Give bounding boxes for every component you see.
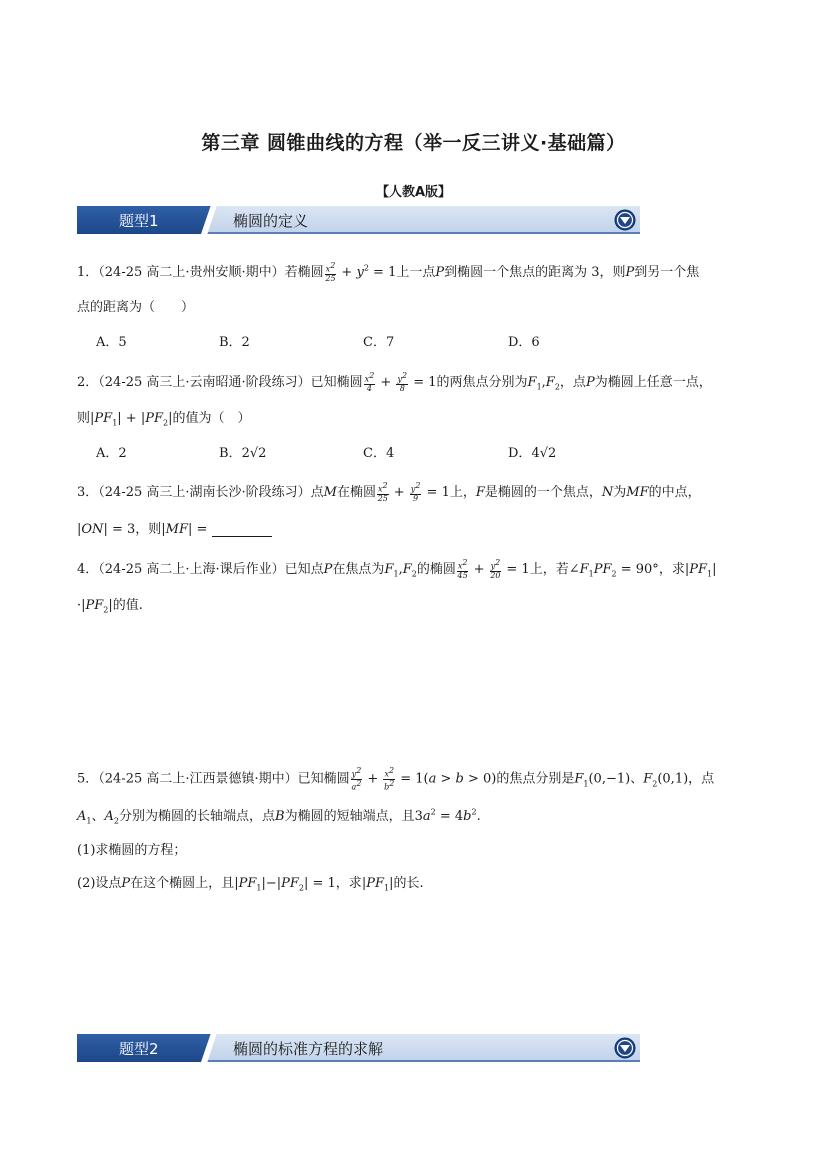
question-5-line-2: $A_1$、$A_2$分别为椭圆的长轴端点，点B为椭圆的短轴端点，且$3a^2 = 4b^2$.: [77, 807, 481, 826]
option-b: B．2√2: [219, 446, 267, 461]
section-banner-2: [77, 1034, 640, 1062]
section-tab-label: 题型1: [119, 212, 159, 230]
question-source: （24-25 高二上·江西景德镇·期中）: [98, 771, 298, 787]
question-source: （24-25 高二上·上海·课后作业）: [98, 562, 285, 577]
option-c: C．4: [363, 446, 395, 461]
question-5-part-2: (2)设点P在这个椭圆上，且$|PF_1|-|PF_2| = 1$，求$|PF_1|$的长.: [77, 876, 424, 893]
question-1: 1．（24-25 高二上·贵州安顺·期中）若椭圆 $\frac{x^2}{25}$ + $y^2 = 1$上一点P到椭圆一个焦点的距离为 3，则P到另一个焦: [77, 261, 700, 283]
page-title: 第三章 圆锥曲线的方程（举一反三讲义·基础篇）: [201, 132, 626, 154]
question-4-line-2: $\cdot|PF_2|$的值.: [77, 598, 143, 615]
question-3-line-2: |ON| = 3，则|MF| =: [77, 518, 272, 537]
question-source: （24-25 高二上·贵州安顺·期中）: [98, 265, 285, 280]
option-d: D．6: [508, 335, 540, 350]
option-c: C．7: [363, 335, 395, 350]
chevron-down-icon[interactable]: [614, 1037, 636, 1059]
chevron-down-icon[interactable]: [614, 209, 636, 231]
option-a: A．5: [96, 335, 127, 350]
section-heading: 椭圆的标准方程的求解: [233, 1040, 384, 1058]
question-4: 4．（24-25 高二上·上海·课后作业）已知点P在焦点为$F_1,F_2$的椭圆 $\frac{x^2}{45}$ + $\frac{y^2}{20}$ = 1上，若$\angle F_1PF_2 = 90^\circ$，求$|PF_1|$: [77, 558, 717, 580]
option-a: A．2: [96, 446, 127, 461]
question-source: （24-25 高三上·云南昭通·阶段练习）: [98, 375, 311, 390]
option-b: B．2: [219, 335, 250, 350]
section-banner-1: [77, 206, 640, 234]
section-heading: 椭圆的定义: [233, 212, 309, 230]
answer-blank: [212, 524, 272, 537]
question-source: （24-25 高三上·湖南长沙·阶段练习）: [98, 485, 311, 500]
question-5: 5．（24-25 高二上·江西景德镇·期中）已知椭圆 $\frac{y^2}{a^2}$ + $\frac{x^2}{b^2}$ = 1(a > b > 0)的焦点分别是$F_1(0,-1)$、$F_2(0,1)$，点: [77, 766, 715, 792]
section-tab-label: 题型2: [119, 1040, 159, 1058]
question-5-part-1: (1)求椭圆的方程；: [77, 843, 187, 858]
question-3: 3．（24-25 高三上·湖南长沙·阶段练习）点M在椭圆 $\frac{x^2}{25}$ + $\frac{y^2}{9}$ = 1上，F是椭圆的一个焦点，N为MF的中点，: [77, 481, 701, 503]
edition-label: 【人教A版】: [375, 185, 452, 200]
option-d: D．4√2: [508, 446, 557, 461]
question-2-line-2: 则$|PF_1| + |PF_2|$的值为（ ）: [77, 411, 251, 428]
question-2: 2．（24-25 高三上·云南昭通·阶段练习）已知椭圆 $\frac{x^2}{4}$ + $\frac{y^2}{8}$ = 1的两焦点分别为$F_1,F_2$，点P为椭圆上任意一点，: [77, 371, 712, 393]
question-1-line-2: 点的距离为（ ）: [77, 300, 195, 315]
